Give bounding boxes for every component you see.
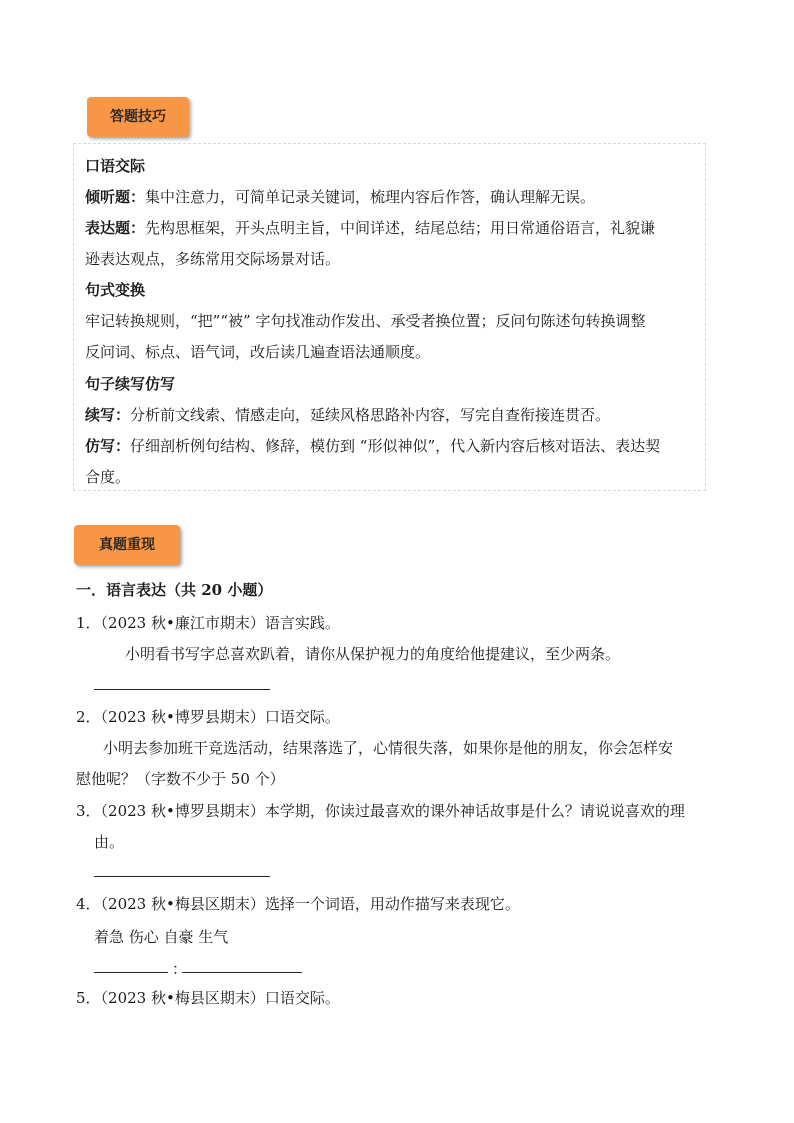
answer-blank-description[interactable] — [182, 972, 302, 973]
q1-body: 小明看书写字总喜欢趴着，请你从保护视力的角度给他提建议，至少两条。 — [125, 645, 621, 663]
tip-text: 集中注意力，可简单记录关键词，梳理内容后作答，确认理解无误。 — [145, 188, 596, 206]
section-heading: 一．语言表达（共 20 小题） — [76, 581, 273, 599]
q4-words: 着急 伤心 自豪 生气 — [94, 928, 229, 946]
q2-head: 2．（2023 秋•博罗县期末）口语交际。 — [76, 708, 340, 726]
tip-sentence-1: 牢记转换规则，“把”“被” 字句找准动作发出、承受者换位置；反问句陈述句转换调整 — [85, 312, 646, 330]
q3-head: 3．（2023 秋•博罗县期末）本学期，你读过最喜欢的课外神话故事是什么？请说说喜欢的理 — [76, 802, 685, 820]
q1-head: 1．（2023 秋•廉江市期末）语言实践。 — [76, 614, 340, 632]
tip-expression-cont: 逊表达观点，多练常用交际场景对话。 — [85, 250, 341, 268]
q2-body1: 小明去参加班干竞选活动，结果落选了，心情很失落，如果你是他的朋友，你会怎样安 — [103, 739, 674, 757]
tip-sentence-2: 反问词、标点、语气词，改后读几遍查语法通顺度。 — [85, 343, 431, 361]
tip-continue — [85, 404, 610, 425]
section-title-continuation: 句子续写仿写 — [85, 375, 176, 393]
tips-badge: 答题技巧 — [87, 97, 189, 137]
q5-head: 5．（2023 秋•梅县区期末）口语交际。 — [76, 989, 340, 1007]
q2-body2: 慰他呢？（字数不少于 50 个） — [76, 770, 285, 788]
answer-line[interactable] — [94, 876, 270, 877]
tip-imitate-cont: 合度。 — [85, 468, 131, 486]
answer-blank-word[interactable] — [94, 972, 168, 973]
tip-label: 表达题： — [85, 219, 146, 237]
tip-expression — [85, 217, 655, 238]
tip-listening — [85, 186, 595, 207]
tip-text: 仔细剖析例句结构、修辞，模仿到 “形似神似”，代入新内容后核对语法、表达契 — [130, 437, 661, 455]
section-title-speaking: 口语交际 — [85, 157, 146, 175]
tip-label: 续写： — [85, 406, 131, 424]
tip-label: 倾听题： — [85, 188, 146, 206]
tip-imitate — [85, 435, 660, 456]
real-badge: 真题重现 — [74, 525, 180, 565]
tip-label: 仿写： — [85, 437, 131, 455]
section-title-sentence: 句式变换 — [85, 281, 146, 299]
answer-line[interactable] — [94, 689, 270, 690]
q4-head: 4．（2023 秋•梅县区期末）选择一个词语，用动作描写来表现它。 — [76, 895, 520, 913]
q4-colon: ： — [172, 960, 188, 978]
tip-text: 先构思框架，开头点明主旨，中间详述，结尾总结；用日常通俗语言，礼貌谦 — [145, 219, 656, 237]
q3-cont: 由。 — [94, 833, 125, 851]
tip-text: 分析前文线索、情感走向，延续风格思路补内容，写完自查衔接连贯否。 — [130, 406, 611, 424]
